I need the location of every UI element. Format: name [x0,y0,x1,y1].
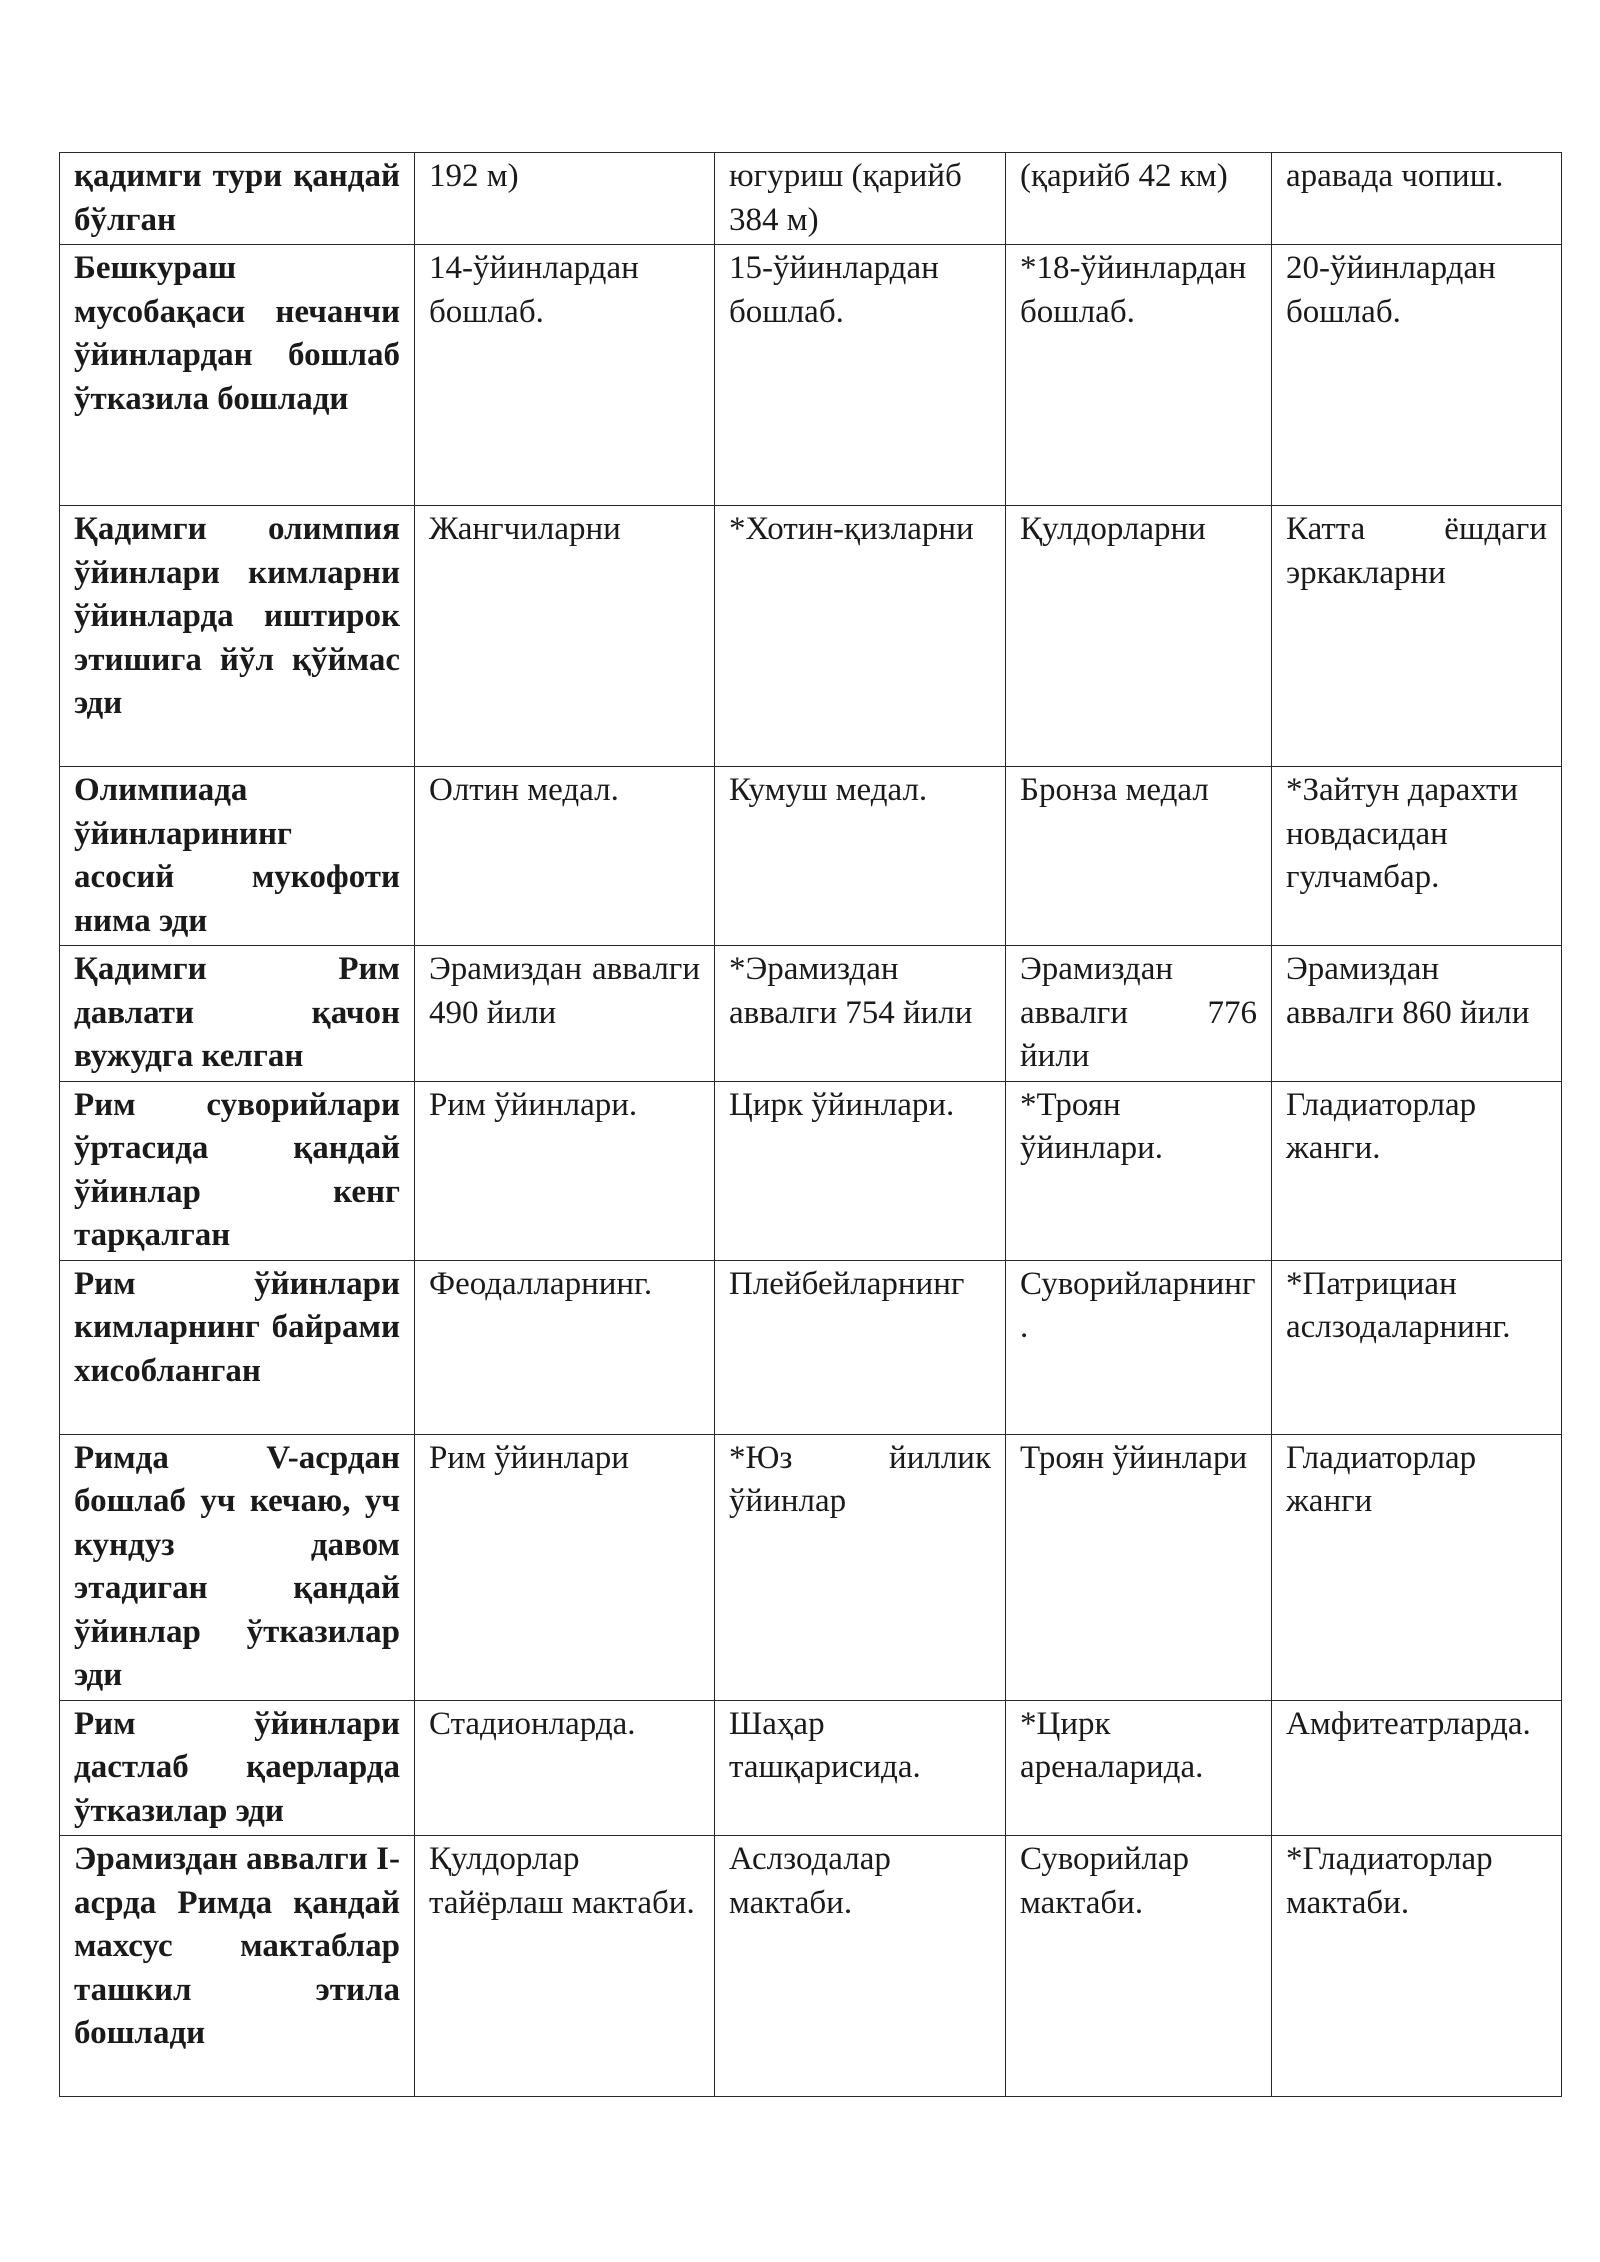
question-cell: Рим ўйинлари кимларнинг байрами хисобланган [60,1260,415,1434]
answer-cell: Рим ўйинлари. [415,1081,715,1260]
answer-cell: *18-ўйинлардан бошлаб. [1006,245,1272,506]
answer-cell: Гладиаторлар жанги. [1272,1081,1562,1260]
table-row [60,1081,1562,1260]
answer-cell: *Троян ўйинлари. [1006,1081,1272,1260]
question-cell: Рим суворийлари ўртасида қандай ўйинлар кенг тарқалган [60,1081,415,1260]
answer-cell: Суворийлар мактаби. [1006,1836,1272,2097]
answer-cell: Суворийларнинг. [1006,1260,1272,1434]
answer-cell: Шаҳар ташқарисида. [715,1700,1006,1836]
table-row [60,153,1562,245]
answer-cell: 14-ўйинлардан бошлаб. [415,245,715,506]
answer-cell: Жангчиларни [415,506,715,767]
table-row [60,1836,1562,2097]
answer-cell: Қулдорларни [1006,506,1272,767]
answer-cell: 20-ўйинлардан бошлаб. [1272,245,1562,506]
answer-cell: Троян ўйинлари [1006,1434,1272,1700]
answer-cell: *Эрамиздан аввалги 754 йили [715,946,1006,1082]
question-cell: Бешкураш мусобақаси нечанчи ўйинлардан бошлаб ўтказила бошлади [60,245,415,506]
table-row [60,1700,1562,1836]
answer-cell: Эрамиздан аввалги 860 йили [1272,946,1562,1082]
answer-cell: *Гладиаторлар мактаби. [1272,1836,1562,2097]
answer-cell: Эрамиздан аввалги 776 йили [1006,946,1272,1082]
table-row [60,245,1562,506]
answer-cell: Гладиаторлар жанги [1272,1434,1562,1700]
answer-cell: Аслзодалар мактаби. [715,1836,1006,2097]
answer-cell: *Цирк ареналарида. [1006,1700,1272,1836]
answer-cell: *Зайтун дарахти новдасидан гулчамбар. [1272,767,1562,946]
answer-cell: Олтин медал. [415,767,715,946]
question-cell: Римда V-асрдан бошлаб уч кечаю, уч кундуз давом этадиган қандай ўйинлар ўтказилар эди [60,1434,415,1700]
question-cell: Рим ўйинлари дастлаб қаерларда ўтказилар эди [60,1700,415,1836]
table-row [60,767,1562,946]
answer-cell: Цирк ўйинлари. [715,1081,1006,1260]
answer-cell: 15-ўйинлардан бошлаб. [715,245,1006,506]
table-row [60,946,1562,1082]
question-cell: Қадимги олимпия ўйинлари кимларни ўйинларда иштирок этишига йўл қўймас эди [60,506,415,767]
question-cell: Олимпиада ўйинларининг асосий мукофоти нима эди [60,767,415,946]
answer-cell: Катта ёшдаги эркакларни [1272,506,1562,767]
answer-cell: Амфитеатрларда. [1272,1700,1562,1836]
table-row [60,506,1562,767]
answer-cell: *Хотин-қизларни [715,506,1006,767]
question-cell: қадимги тури қандай бўлган [60,153,415,245]
answer-cell: Бронза медал [1006,767,1272,946]
answer-cell: Стадионларда. [415,1700,715,1836]
answer-cell: *Патрициан аслзодаларнинг. [1272,1260,1562,1434]
question-cell: Қадимги Рим давлати қачон вужудга келган [60,946,415,1082]
question-cell: Эрамиздан аввалги I-асрда Римда қандай махсус мактаблар ташкил этила бошлади [60,1836,415,2097]
answer-cell: Эрамиздан аввалги 490 йили [415,946,715,1082]
answer-cell: (қарийб 42 км) [1006,153,1272,245]
answer-cell: 192 м) [415,153,715,245]
answer-cell: Плейбейларнинг [715,1260,1006,1434]
answer-cell: Рим ўйинлари [415,1434,715,1700]
quiz-table [59,152,1562,2097]
answer-cell: Қулдорлар тайёрлаш мактаби. [415,1836,715,2097]
table-row [60,1434,1562,1700]
answer-cell: аравада чопиш. [1272,153,1562,245]
answer-cell: югуриш (қарийб 384 м) [715,153,1006,245]
answer-cell: *Юз йиллик ўйинлар [715,1434,1006,1700]
answer-cell: Кумуш медал. [715,767,1006,946]
answer-cell: Феодалларнинг. [415,1260,715,1434]
table-row [60,1260,1562,1434]
